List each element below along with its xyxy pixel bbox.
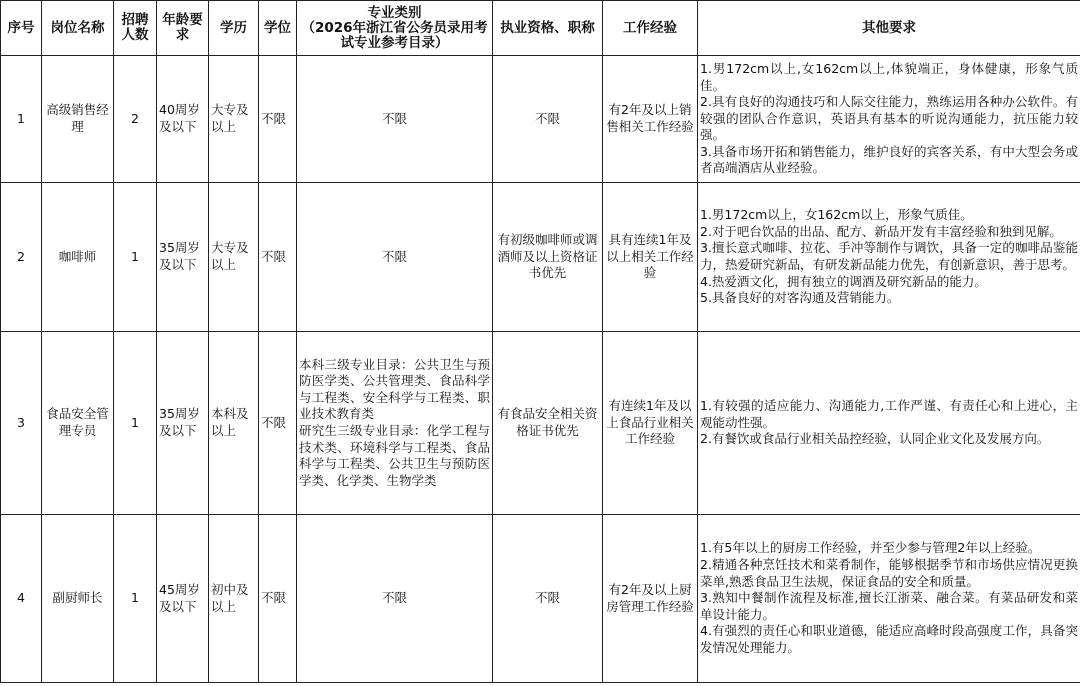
cell-age: 35周岁及以下 (157, 332, 209, 515)
cell-degree: 不限 (259, 515, 297, 683)
cell-recruits: 1 (114, 515, 157, 683)
cell-education: 本科及以上 (209, 332, 259, 515)
cell-cert: 不限 (493, 56, 603, 183)
requirement-item: 1.有较强的适应能力、沟通能力,工作严谨、有责任心和上进心，主观能动性强。 (700, 398, 1078, 430)
major-line: 本科三级专业目录：公共卫生与预防医学类、公共管理类、食品科学与工程类、安全科学与工程类、职业技术教育类 (299, 356, 490, 422)
requirement-item: 1.有5年以上的厨房工作经验，并至少参与管理2年以上经验。 (700, 540, 1041, 556)
cell-experience: 有2年及以上销售相关工作经验 (603, 56, 698, 183)
cell-other (698, 515, 1080, 683)
major-line: 不限 (381, 590, 407, 606)
header-cert: 执业资格、职称 (493, 1, 603, 56)
cell-recruits: 1 (114, 183, 157, 332)
table-row (1, 183, 1080, 332)
cell-education: 初中及以上 (209, 515, 259, 683)
cell-recruits: 1 (114, 332, 157, 515)
cell-major (297, 515, 493, 683)
cell-no: 4 (1, 515, 42, 683)
cell-major (297, 183, 493, 332)
cell-education: 大专及以上 (209, 56, 259, 183)
table-row (1, 515, 1080, 683)
header-education: 学历 (209, 1, 259, 56)
cell-other (698, 56, 1080, 183)
cell-major (297, 332, 493, 515)
cell-major (297, 56, 493, 183)
header-row (1, 1, 1080, 56)
cell-position: 食品安全管理专员 (42, 332, 114, 515)
cell-age: 40周岁及以下 (157, 56, 209, 183)
header-recruits: 招聘人数 (114, 1, 157, 56)
cell-experience: 具有连续1年及以上相关工作经验 (603, 183, 698, 332)
cell-cert: 有初级咖啡师或调酒师及以上资格证书优先 (493, 183, 603, 332)
cell-position: 咖啡师 (42, 183, 114, 332)
requirement-item: 3.擅长意式咖啡、拉花、手冲等制作与调饮，具备一定的咖啡品鉴能力，热爱研究新品，有研发新品能力优先，有创新意识，善于思考。 (700, 240, 1078, 272)
requirement-item: 5.具备良好的对客沟通及营销能力。 (700, 290, 900, 306)
header-degree: 学位 (259, 1, 297, 56)
cell-degree: 不限 (259, 56, 297, 183)
cell-recruits: 2 (114, 56, 157, 183)
requirement-item: 2.精通各种烹饪技术和菜肴制作，能够根据季节和市场供应情况更换菜单,熟悉食品卫生法规，保证食品的安全和质量。 (700, 557, 1078, 589)
cell-no: 2 (1, 183, 42, 332)
major-line: 研究生三级专业目录：化学工程与技术类、环境科学与工程类、食品科学与工程类、公共卫生与预防医学类、化学类、生物学类 (299, 423, 490, 488)
requirement-item: 2.具有良好的沟通技巧和人际交往能力，熟练运用各种办公软件。有较强的团队合作意识，英语具有基本的听说沟通能力，抗压能力较强。 (700, 94, 1078, 143)
table-row (1, 56, 1080, 183)
requirement-item: 3.具备市场开拓和销售能力，维护良好的宾客关系，有中大型会务或者高端酒店从业经验。 (700, 143, 1078, 176)
header-major-title: 专业类别 (367, 4, 422, 21)
requirement-item: 3.熟知中餐制作流程及标准,擅长江浙菜、融合菜。有菜品研发和菜单设计能力。 (700, 590, 1078, 622)
requirement-item: 2.有餐饮或食品行业相关品控经验，认同企业文化及发展方向。 (700, 431, 1050, 447)
cell-cert: 不限 (493, 515, 603, 683)
header-experience: 工作经验 (603, 1, 698, 56)
major-line: 不限 (381, 248, 407, 264)
requirement-item: 1.男172cm以上,女162cm以上,体貌端正，身体健康，形象气质佳。 (700, 60, 1078, 93)
cell-education: 大专及以上 (209, 183, 259, 332)
header-position: 岗位名称 (42, 1, 114, 56)
cell-no: 3 (1, 332, 42, 515)
cell-position: 副厨师长 (42, 515, 114, 683)
cell-degree: 不限 (259, 332, 297, 515)
header-no: 序号 (1, 1, 42, 56)
cell-experience: 有2年及以上厨房管理工作经验 (603, 515, 698, 683)
requirement-item: 2.对于吧台饮品的出品、配方、新品开发有丰富经验和独到见解。 (700, 223, 1062, 239)
cell-position: 高级销售经理 (42, 56, 114, 183)
major-line: 不限 (381, 110, 407, 126)
cell-age: 45周岁及以下 (157, 515, 209, 683)
table-row (1, 332, 1080, 515)
cell-experience: 有连续1年及以上食品行业相关工作经验 (603, 332, 698, 515)
cell-degree: 不限 (259, 183, 297, 332)
header-age: 年龄要求 (157, 1, 209, 56)
requirement-item: 1.男172cm以上，女162cm以上，形象气质佳。 (700, 207, 973, 223)
cell-other (698, 183, 1080, 332)
cell-age: 35周岁及以下 (157, 183, 209, 332)
requirement-item: 4.热爱酒文化，拥有独立的调酒及研究新品的能力。 (700, 273, 987, 289)
requirement-item: 4.有强烈的责任心和职业道德，能适应高峰时段高强度工作，具备突发情况处理能力。 (700, 623, 1078, 655)
cell-other (698, 332, 1080, 515)
header-major-subtitle: （2026年浙江省公务员录用考试专业参考目录） (301, 19, 488, 51)
header-major (297, 1, 493, 56)
header-other: 其他要求 (698, 1, 1080, 56)
cell-no: 1 (1, 56, 42, 183)
cell-cert: 有食品安全相关资格证书优先 (493, 332, 603, 515)
